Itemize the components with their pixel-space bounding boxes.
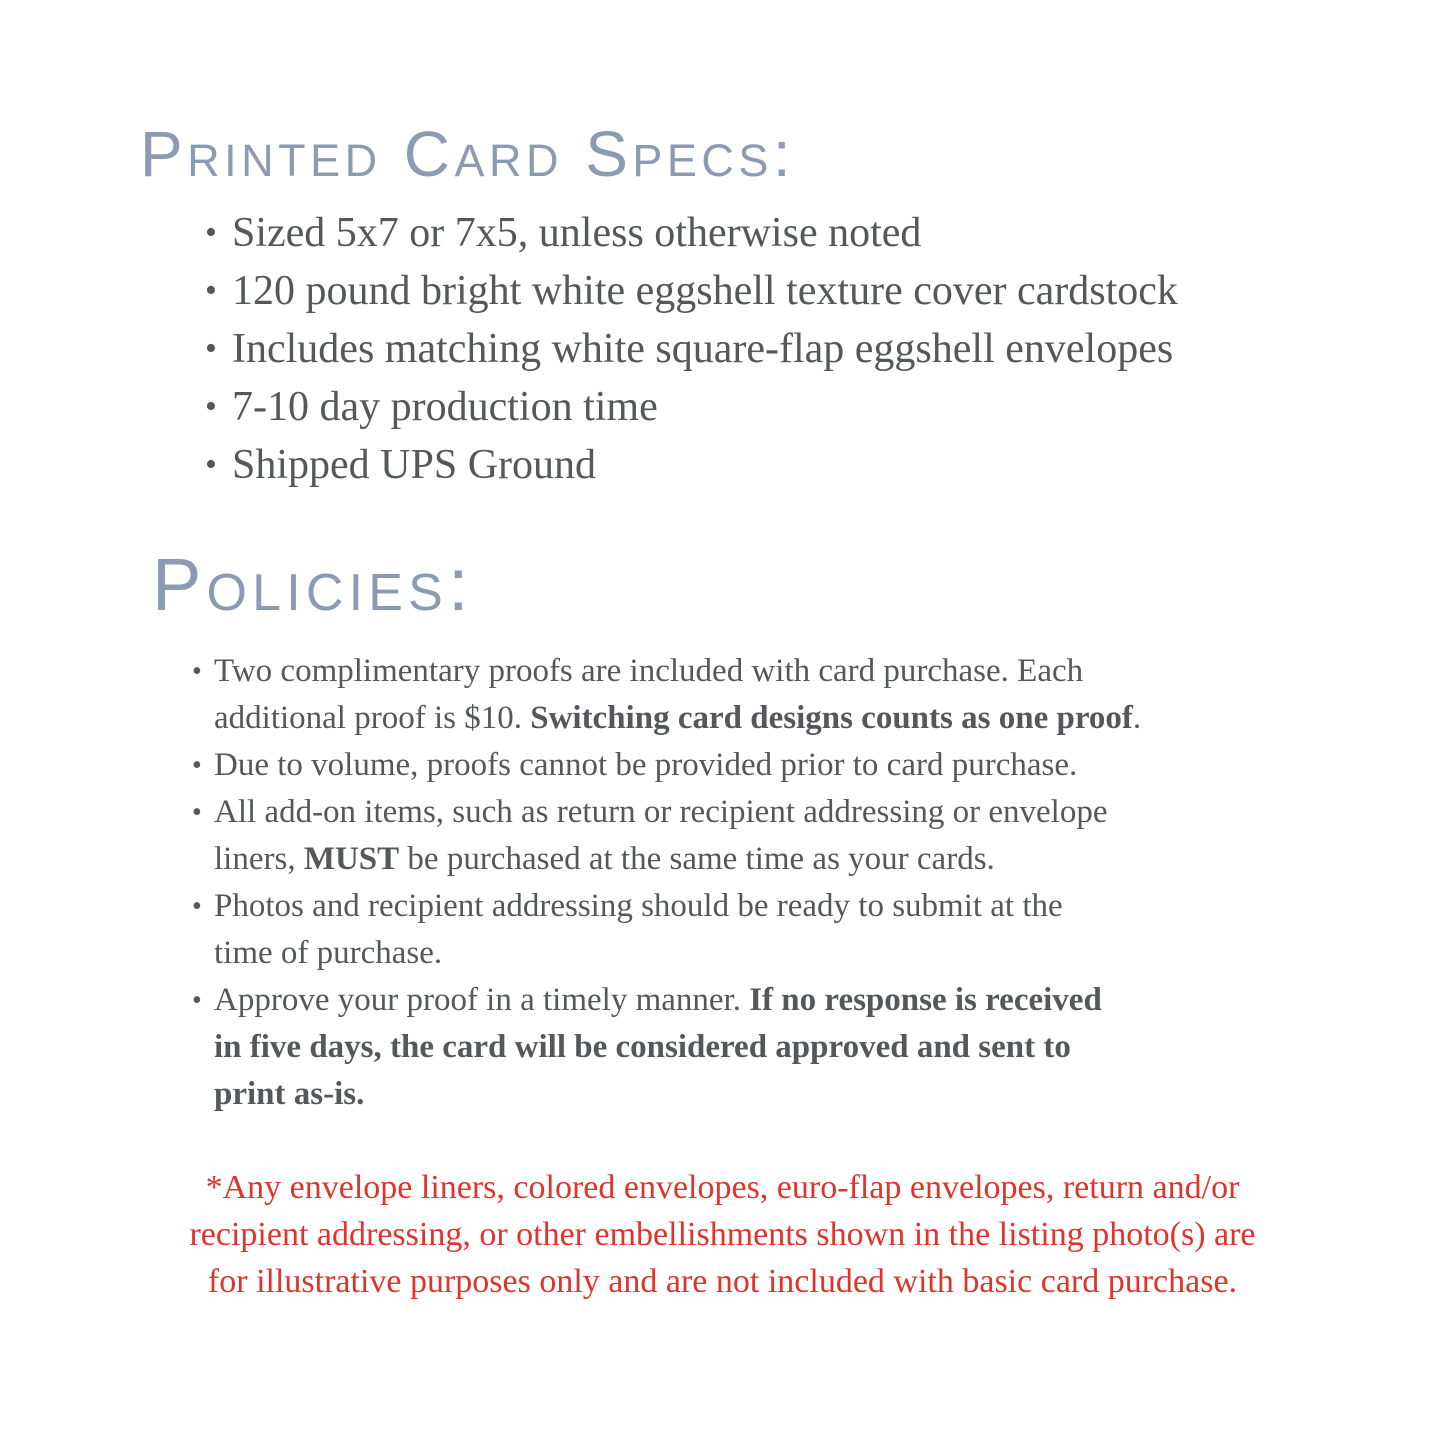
list-item: • 7-10 day production time <box>205 378 1305 436</box>
policies-heading: Policies: <box>152 543 474 626</box>
list-item: • Due to volume, proofs cannot be provided prior to card purchase. <box>192 742 1305 789</box>
list-item: • Two complimentary proofs are included with card purchase. Each additional proof is $10. Switching card designs counts as one proof. <box>192 648 1305 742</box>
list-item: • Approve your proof in a timely manner. If no response is received in five days, the card will be considered approved and sent to print as-is. <box>192 977 1305 1118</box>
specs-heading: Printed Card Specs: <box>140 118 796 190</box>
list-item: • Shipped UPS Ground <box>205 436 1305 494</box>
disclaimer: *Any envelope liners, colored envelopes, euro-flap envelopes, return and/or recipient addressing, or other embellishments shown in the listing photo(s) are for illustrative purposes only and are not included with basic card purchase. <box>189 1169 1256 1300</box>
card-specs-page <box>0 118 1445 1445</box>
list-item: • Sized 5x7 or 7x5, unless otherwise noted <box>205 204 1305 262</box>
list-item: • All add-on items, such as return or recipient addressing or envelope liners, MUST be purchased at the same time as your cards. <box>192 789 1305 883</box>
list-item: • 120 pound bright white eggshell texture cover cardstock <box>205 262 1305 320</box>
policies-list <box>192 648 1305 1118</box>
list-item: • Photos and recipient addressing should be ready to submit at the time of purchase. <box>192 883 1305 977</box>
specs-list <box>205 204 1305 494</box>
list-item: • Includes matching white square-flap eggshell envelopes <box>205 320 1305 378</box>
